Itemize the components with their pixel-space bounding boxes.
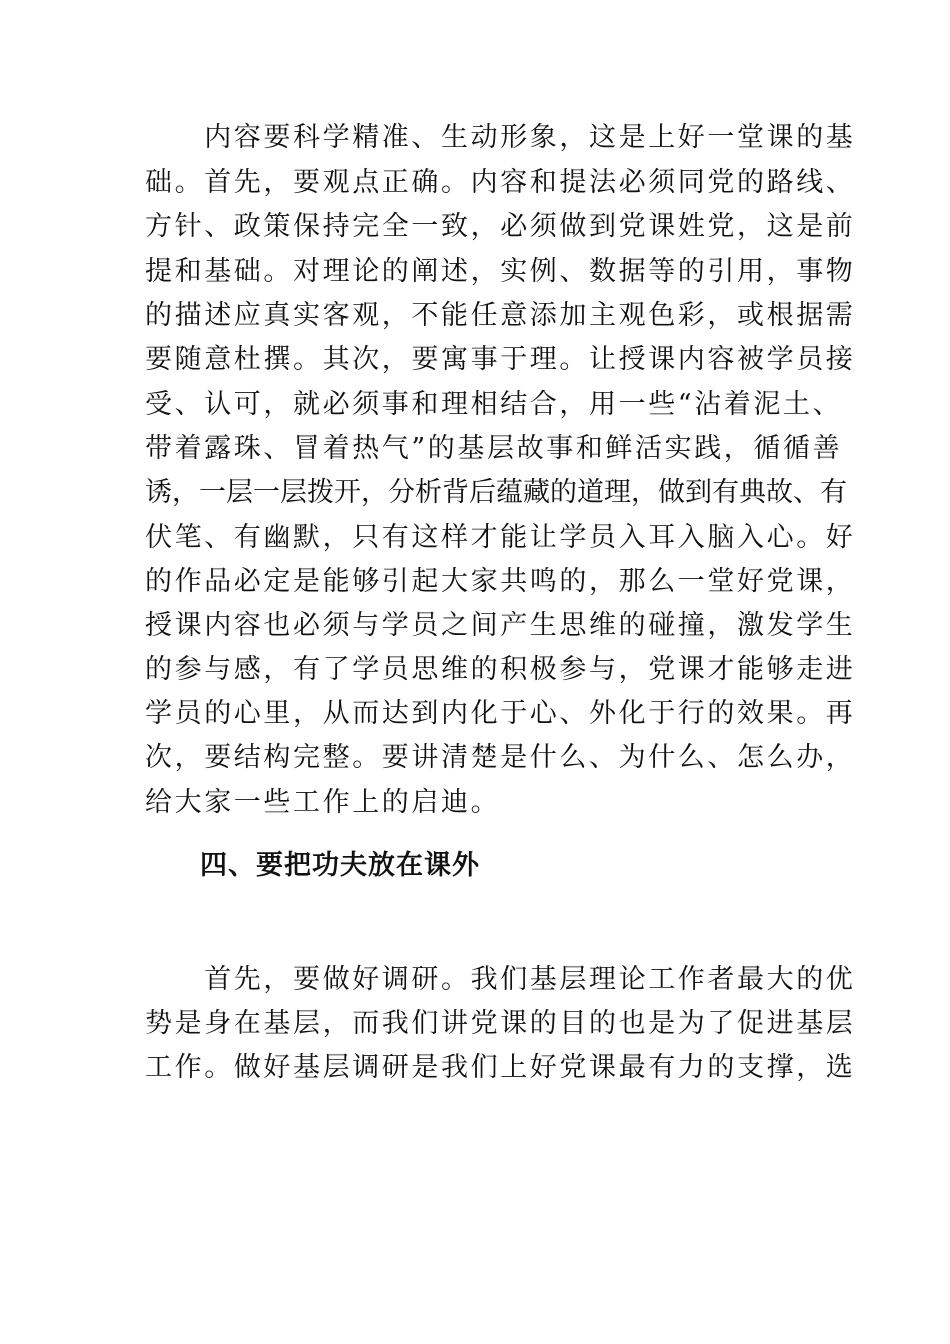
text-line: 提和基础。对理论的阐述，实例、数据等的引用，事物 [145,256,856,287]
text-line: 首先，要做好调研。我们基层理论工作者最大的优 [145,964,856,995]
text-line: 带着露珠、冒着热气”的基层故事和鲜活实践，循循善 [145,433,843,464]
text-line: 的作品必定是能够引起大家共鸣的，那么一堂好党课， [145,566,856,597]
text-line: 授课内容也必须与学员之间产生思维的碰撞，激发学生 [145,610,856,641]
text-line: 次，要结构完整。要讲清楚是什么、为什么、怎么办， [145,742,856,773]
text-line: 内容要科学精准、生动形象，这是上好一堂课的基 [145,122,856,153]
text-line: 诱，一层一层拨开，分析背后蕴藏的道理，做到有典故、有 [145,477,847,508]
text-line: 方针、政策保持完全一致，必须做到党课姓党，这是前 [145,211,856,242]
text-line: 伏笔、有幽默，只有这样才能让学员入耳入脑入心。好 [145,522,856,553]
text-line: 工作。做好基层调研是我们上好党课最有力的支撑，选 [145,1052,856,1083]
text-line: 受、认可，就必须事和理相结合，用一些“沾着泥土、 [145,389,843,420]
text-line: 学员的心里，从而达到内化于心、外化于行的效果。再 [145,698,856,729]
text-line: 给大家一些工作上的启迪。 [145,787,501,818]
section-heading: 四、要把功夫放在课外 [200,850,480,881]
text-line: 的描述应真实客观，不能任意添加主观色彩，或根据需 [145,300,856,331]
text-line: 要随意杜撰。其次，要寓事于理。让授课内容被学员接 [145,344,856,375]
text-line: 础。首先，要观点正确。内容和提法必须同党的路线、 [145,167,856,198]
text-line: 势是身在基层，而我们讲党课的目的也是为了促进基层 [145,1008,856,1039]
text-line: 的参与感，有了学员思维的积极参与，党课才能够走进 [145,654,856,685]
